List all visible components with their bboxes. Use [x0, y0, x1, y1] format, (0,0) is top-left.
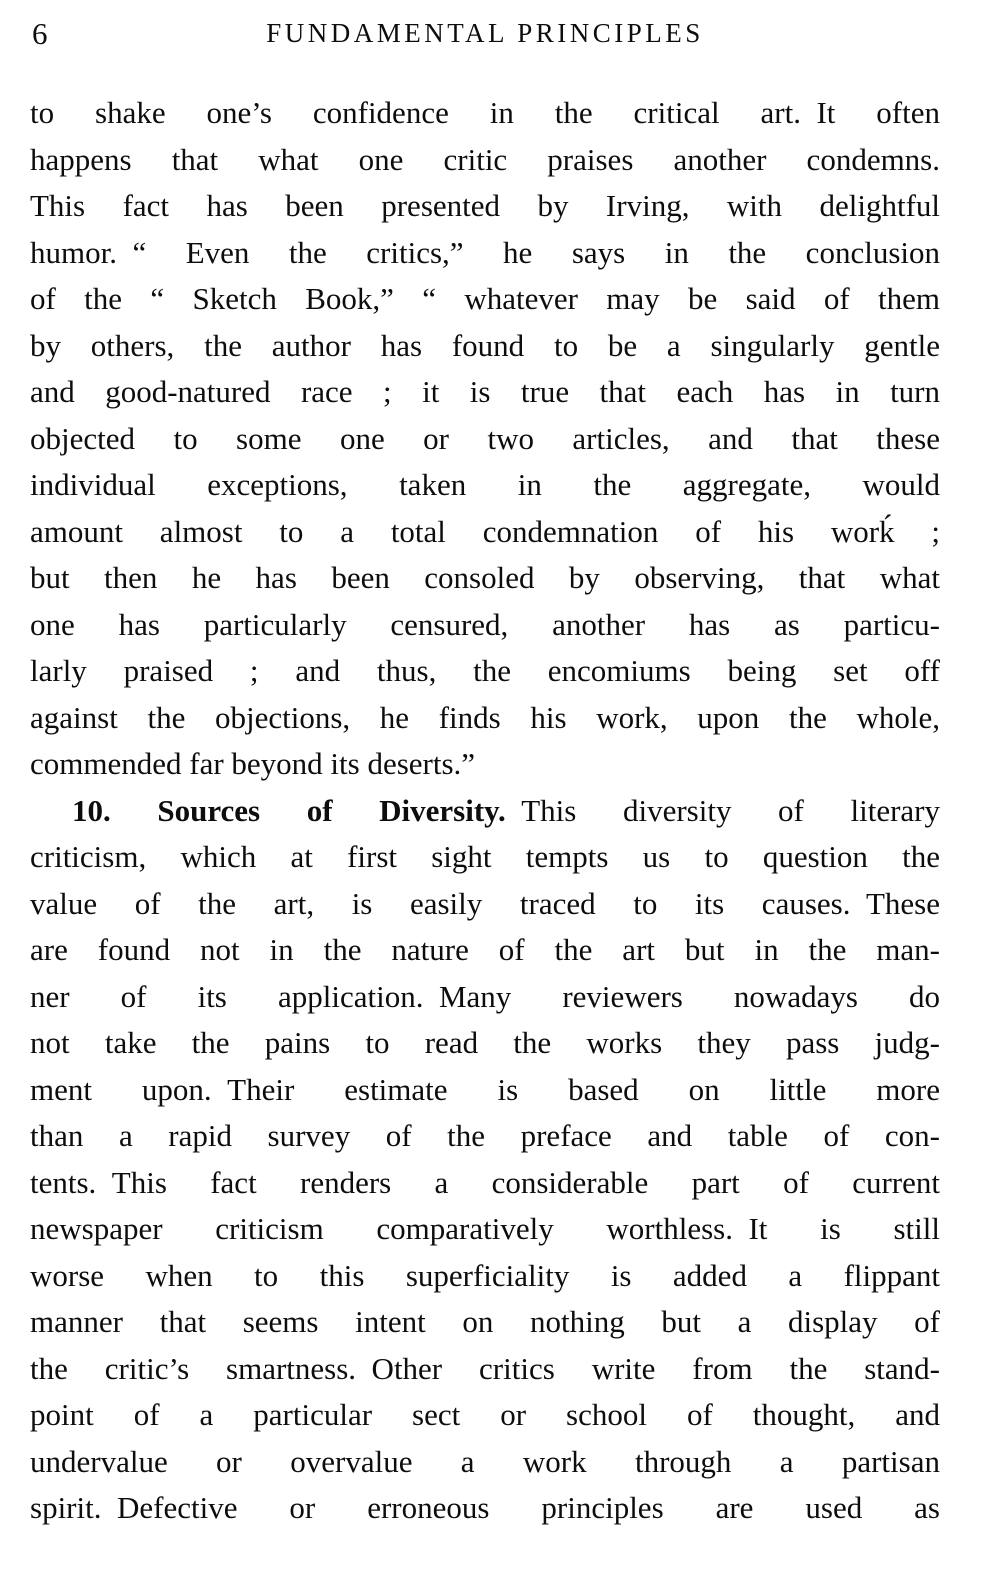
- page-header: [30, 14, 940, 58]
- text-line: point of a particular sect or school of thought, and: [30, 1397, 940, 1432]
- page-body: [30, 90, 940, 1532]
- paragraph: [30, 90, 940, 788]
- text-line: but then he has been consoled by observing, that what: [30, 560, 940, 595]
- text-line: individual exceptions, taken in the aggregate, would: [30, 467, 940, 502]
- text-line: amount almost to a total condemnation of his worḱ ;: [30, 513, 940, 549]
- text-line: objected to some one or two articles, and that these: [30, 420, 940, 456]
- text-line: humor. “ Even the critics,” he says in the conclusion: [30, 234, 940, 270]
- text-line: newspaper criticism comparatively worthless. It is still: [30, 1211, 940, 1246]
- text-line: This fact has been presented by Irving, with delightful: [30, 188, 940, 223]
- text-line: are found not in the nature of the art but in the man-: [30, 932, 940, 967]
- section-heading: 10. Sources of Diversity.: [72, 792, 506, 828]
- text-line: larly praised ; and thus, the encomiums being set off: [30, 653, 940, 688]
- text-line: commended far beyond its deserts.”: [30, 746, 476, 781]
- text-line: and good-natured race ; it is true that each has in turn: [30, 374, 940, 409]
- text-line: spirit. Defective or erroneous principles are used as: [30, 1490, 940, 1525]
- text-line: not take the pains to read the works they pass judg-: [30, 1025, 940, 1060]
- text-line: value of the art, is easily traced to its causes. These: [30, 885, 940, 921]
- text-line: criticism, which at first sight tempts us to question the: [30, 839, 940, 874]
- text-line: worse when to this superficiality is added a flippant: [30, 1257, 940, 1293]
- text-line: one has particularly censured, another has as particu-: [30, 606, 940, 642]
- text-line: ner of its application. Many reviewers nowadays do: [30, 978, 940, 1014]
- text-line: the critic’s smartness. Other critics write from the stand-: [30, 1350, 940, 1386]
- text-line: tents. This fact renders a considerable part of current: [30, 1164, 940, 1200]
- text-line: than a rapid survey of the preface and table of con-: [30, 1118, 940, 1153]
- text-line: of the “ Sketch Book,” “ whatever may be said of them: [30, 281, 940, 316]
- text-line: manner that seems intent on nothing but a display of: [30, 1304, 940, 1339]
- text-line: to shake one’s confidence in the critical art. It often: [30, 95, 940, 130]
- page-number: 6: [32, 16, 48, 51]
- text-line: against the objections, he finds his work, upon the whole,: [30, 699, 940, 735]
- paragraph: [30, 788, 940, 1532]
- text-line: happens that what one critic praises another condemns.: [30, 141, 940, 177]
- text-line: ment upon. Their estimate is based on little more: [30, 1071, 940, 1107]
- running-title: FUNDAMENTAL PRINCIPLES: [266, 18, 704, 48]
- text-line: by others, the author has found to be a singularly gentle: [30, 327, 940, 363]
- text-line: [30, 788, 940, 835]
- text-span: This diversity of literary: [505, 792, 940, 828]
- text-line: undervalue or overvalue a work through a partisan: [30, 1443, 940, 1479]
